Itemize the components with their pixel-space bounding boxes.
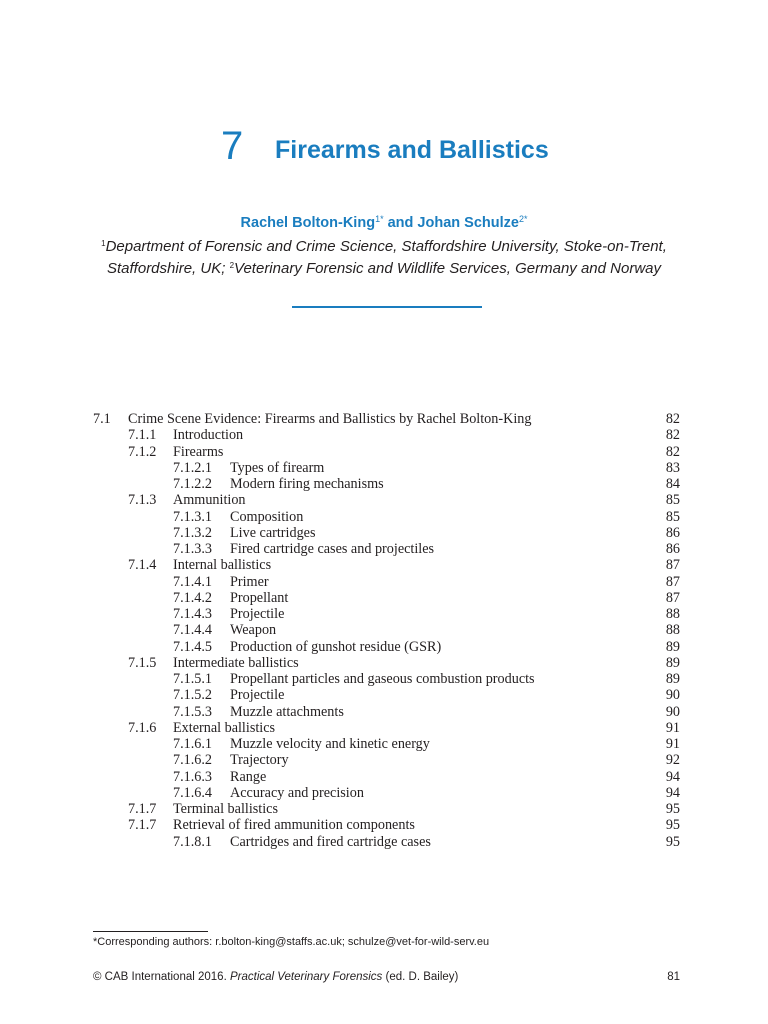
toc-entry-number: 7.1.8.1 [173,833,213,850]
toc-entry-page: 95 [665,817,680,834]
toc-entry-number: 7.1.2.2 [173,476,213,492]
toc-entry-number: 7.1.2 [128,443,157,460]
toc-entry-number: 7.1.4.4 [173,622,213,639]
toc-entry [0,687,768,703]
toc-entry-title: Live cartridges [230,524,316,541]
toc-entry [0,639,768,655]
toc-entry-number: 7.1.5 [128,654,157,671]
toc-entry-page: 91 [665,719,680,736]
toc-entry-title: Modern firing mechanisms [230,476,384,492]
toc-entry-title: Trajectory [230,752,289,769]
toc-entry-number: 7.1.3 [128,492,157,509]
toc-entry-number: 7.1.4 [128,557,157,574]
toc-entry-number: 7.1.3.1 [173,508,213,525]
toc-entry-number: 7.1.5.1 [173,671,213,687]
toc-entry-page: 89 [665,654,680,671]
affiliation-1-marker: 1 [101,239,106,248]
toc-entry-page: 95 [665,801,680,817]
toc-entry-page: 91 [665,736,680,752]
toc-entry [0,557,768,573]
affiliation-2: Veterinary Forensic and Wildlife Services, Germany and Norway [234,260,661,277]
toc-entry-title: Muzzle velocity and kinetic energy [230,736,430,752]
toc-entry-number: 7.1.2.1 [173,459,213,476]
page-number: 81 [667,971,680,983]
toc-entry [0,817,768,833]
toc-entry [0,606,768,622]
toc-entry-page: 83 [665,459,680,476]
toc-entry [0,476,768,492]
toc-entry-page: 90 [665,687,680,704]
toc-entry-page: 94 [665,784,680,801]
toc-entry [0,427,768,443]
toc-entry [0,460,768,476]
toc-entry-page: 94 [665,768,680,785]
toc-entry-page: 87 [665,589,680,606]
footnote-divider [93,931,208,932]
toc-entry [0,834,768,850]
toc-entry-title: External ballistics [173,719,276,736]
toc-entry [0,509,768,525]
toc-entry [0,411,768,427]
book-title: Practical Veterinary Forensics [229,971,383,983]
author-1-marker: 1* [375,214,384,224]
toc-entry-page: 87 [665,557,680,574]
toc-entry [0,720,768,736]
toc-entry-title: Introduction [173,427,244,444]
toc-entry-title: Fired cartridge cases and projectiles [230,541,435,557]
toc-entry-number: 7.1.7 [128,801,157,817]
toc-entry-number: 7.1.6.3 [173,768,213,785]
affiliation-1: Department of Forensic and Crime Science, Staffordshire University, Stoke-on-Trent, Staffordshire, UK; [105,238,667,277]
toc-entry-page: 95 [665,833,680,850]
table-of-contents [0,411,768,850]
toc-entry-title: Composition [230,508,304,525]
toc-entry-title: Retrieval of fired ammunition components [173,817,415,834]
chapter-number: 7 [221,124,244,168]
toc-entry [0,541,768,557]
toc-entry-number: 7.1.4.1 [173,573,213,590]
toc-entry-title: Weapon [230,622,277,639]
toc-entry [0,622,768,638]
toc-entry-number: 7.1.6 [128,719,157,736]
toc-entry [0,769,768,785]
toc-entry-title: Muzzle attachments [230,703,344,720]
toc-entry-page: 89 [665,671,680,687]
copyright-text: © CAB International 2016. [93,971,230,983]
toc-entry-title: Firearms [173,443,224,460]
toc-entry-title: Crime Scene Evidence: Firearms and Ballistics by Rachel Bolton-King [128,411,532,427]
toc-entry-number: 7.1.1 [128,427,157,444]
toc-entry-number: 7.1.6.4 [173,784,213,801]
toc-entry [0,704,768,720]
toc-entry-number: 7.1.4.3 [173,606,213,622]
toc-entry-number: 7.1.4.2 [173,589,213,606]
toc-entry-page: 87 [665,573,680,590]
affiliation-2-marker: 2 [229,261,235,270]
toc-entry [0,785,768,801]
affiliations [60,234,708,278]
author-2-marker: 2* [518,214,528,224]
editor-text: (ed. D. Bailey) [382,971,459,983]
toc-entry-page: 88 [665,606,680,622]
toc-entry-page: 82 [665,411,680,427]
toc-entry-title: Accuracy and precision [230,784,364,801]
toc-entry [0,525,768,541]
toc-entry-title: Internal ballistics [173,557,272,574]
toc-entry-page: 84 [665,476,680,492]
chapter-title: Firearms and Ballistics [275,136,549,164]
toc-entry-title: Types of firearm [230,459,325,476]
toc-entry-page: 82 [665,427,680,444]
toc-entry-page: 82 [665,443,680,460]
toc-entry-title: Terminal ballistics [173,801,278,817]
toc-entry-number: 7.1.4.5 [173,638,213,655]
toc-entry-title: Propellant particles and gaseous combustion products [230,671,535,687]
toc-entry-title: Range [230,768,267,785]
toc-entry-title: Cartridges and fired cartridge cases [230,833,431,850]
toc-entry-title: Propellant [230,589,289,606]
toc-entry-number: 7.1.5.2 [173,687,213,704]
toc-entry-number: 7.1.5.3 [173,703,213,720]
toc-entry [0,492,768,508]
toc-entry [0,574,768,590]
toc-entry-number: 7.1.3.2 [173,524,213,541]
author-joiner: and [383,215,418,231]
toc-entry-number: 7.1 [93,411,111,427]
toc-entry-number: 7.1.6.2 [173,752,213,769]
toc-entry [0,671,768,687]
toc-entry [0,752,768,768]
toc-entry-page: 85 [665,508,680,525]
toc-entry-title: Primer [230,573,269,590]
toc-entry-number: 7.1.6.1 [173,736,213,752]
toc-entry [0,736,768,752]
toc-entry [0,801,768,817]
title-divider [292,306,482,308]
toc-entry [0,590,768,606]
toc-entry-page: 88 [665,622,680,639]
toc-entry [0,655,768,671]
toc-entry-title: Production of gunshot residue (GSR) [230,638,442,655]
toc-entry-page: 86 [665,541,680,557]
toc-entry-page: 89 [665,638,680,655]
toc-entry-title: Projectile [230,606,285,622]
toc-entry-page: 90 [665,703,680,720]
toc-entry-title: Intermediate ballistics [173,654,299,671]
toc-entry-number: 7.1.3.3 [173,541,213,557]
authors-line [0,214,768,231]
toc-entry-number: 7.1.7 [128,817,157,834]
toc-entry-title: Ammunition [173,492,246,509]
toc-entry [0,444,768,460]
toc-entry-page: 92 [665,752,680,769]
toc-entry-title: Projectile [230,687,285,704]
page-footer [93,971,680,983]
author-2: Johan Schulze [417,215,519,231]
author-1: Rachel Bolton-King [240,215,376,231]
corresponding-authors-footnote: *Corresponding authors: r.bolton-king@staffs.ac.uk; schulze@vet-for-wild-serv.eu [93,936,490,948]
toc-entry-page: 86 [665,524,680,541]
toc-entry-page: 85 [665,492,680,509]
